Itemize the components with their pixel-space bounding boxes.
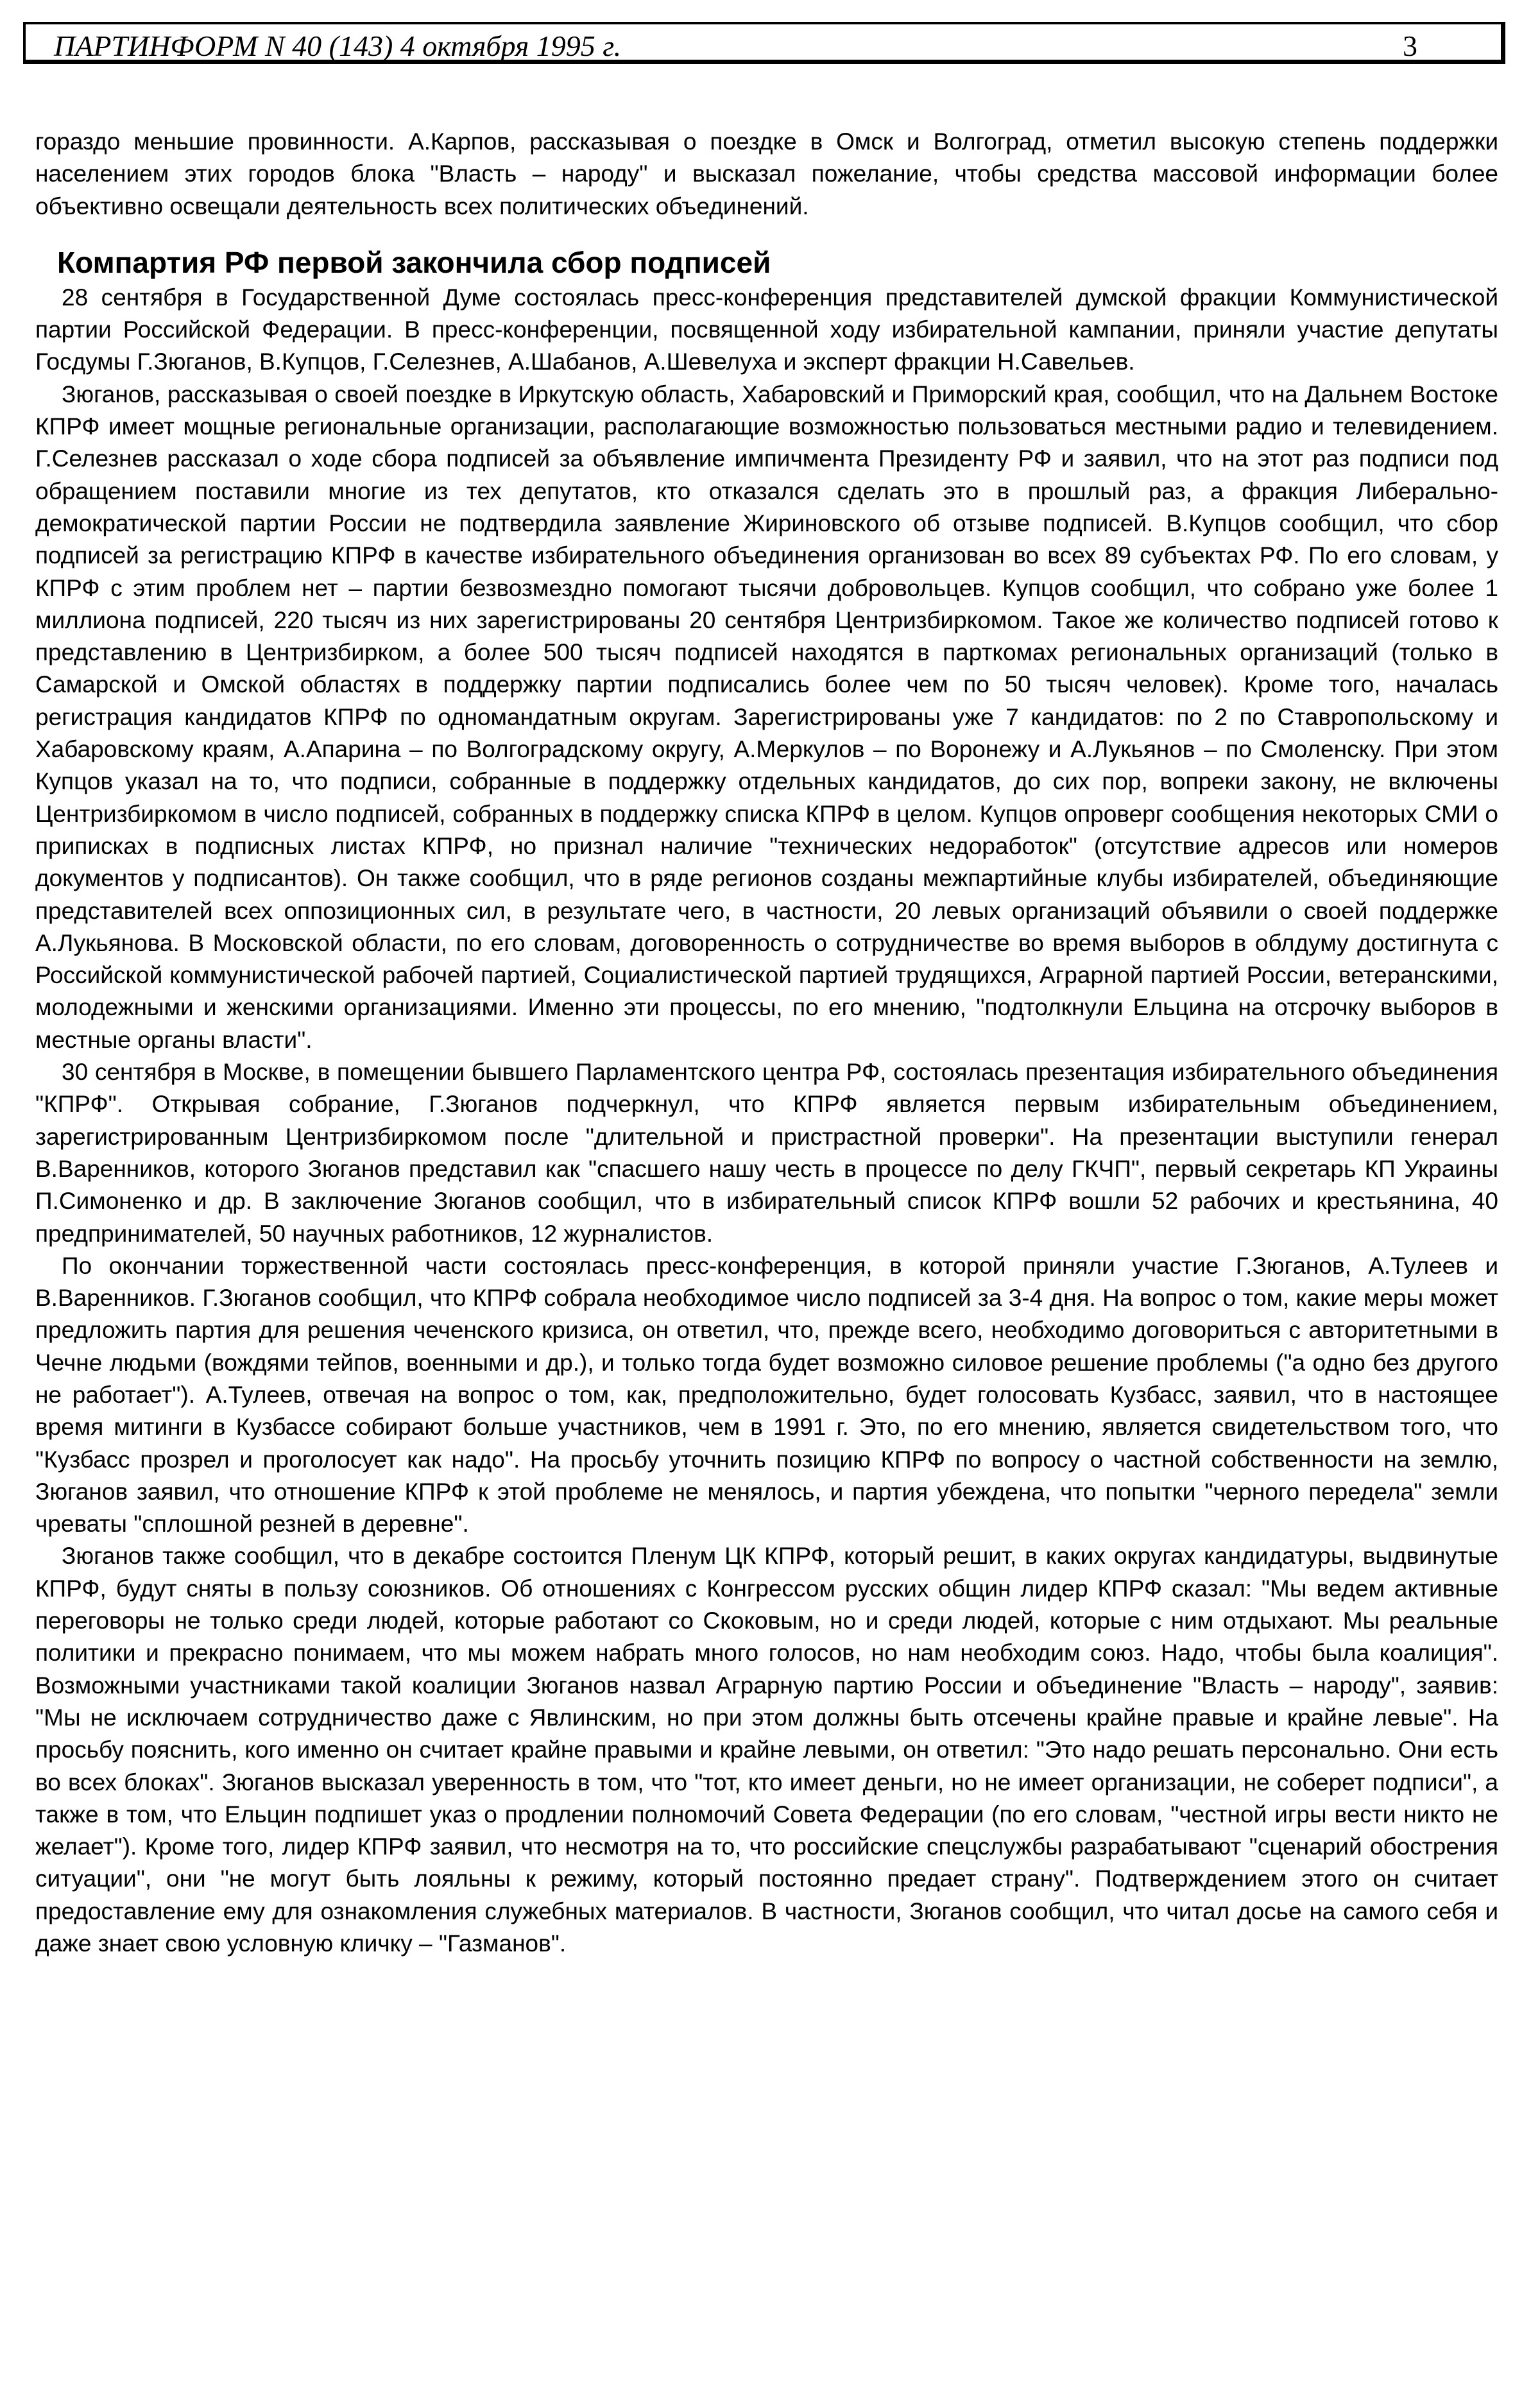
article-paragraph-4: По окончании торжественной части состоялась пресс-конференция, в которой приняли участие Г.Зюганов, А.Тулеев и В.Варенников. Г.Зюганов сообщил, что КПРФ собрала необходимое число подписей за 3-4 дня. На вопрос о том, какие меры может предложить партия для решения чеченского кризиса, он ответил, что, прежде всего, необходимо договориться с авторитетными в Чечне людьми (вождями тейпов, военными и др.), и только тогда будет возможно силовое решение проблемы ("а одно без другого не работает"). А.Тулеев, отвечая на вопрос о том, как, предположительно, будет голосовать Кузбасс, заявил, что в настоящее время митинги в Кузбассе собирают больше участников, чем в 1991 г. Это, по его мнению, является свидетельством того, что "Кузбасс прозрел и проголосует как надо". На просьбу уточнить позицию КПРФ по вопросу о частной собственности на землю, Зюганов заявил, что отношение КПРФ к этой проблеме не менялось, и партия убеждена, что попытки "черного передела" земли чреваты "сплошной резней в деревне".	[35, 1252, 1498, 1538]
intro-paragraph: гораздо меньшие провинности. А.Карпов, рассказывая о поездке в Омск и Волгоград, отметил высокую степень поддержки населением этих городов блока "Власть – народу" и высказал пожелание, чтобы средства массовой информации более объективно освещали деятельность всех политических объединений.	[35, 128, 1498, 219]
article-paragraph-1: 28 сентября в Государственной Думе состоялась пресс-конференция представителей думской фракции Коммунистической партии Российской Федерации. В пресс-конференции, посвященной ходу избирательной кампании, приняли участие депутаты Госдумы Г.Зюганов, В.Купцов, Г.Селезнев, А.Шабанов, А.Шевелуха и эксперт фракции Н.Савельев.	[35, 284, 1498, 375]
page-number: 3	[1403, 30, 1417, 62]
page-header	[23, 22, 1505, 64]
article-heading: Компартия РФ первой закончила сбор подписей	[57, 245, 771, 279]
article-body	[35, 126, 1498, 1960]
publication-title: ПАРТИНФОРМ N 40 (143) 4 октября 1995 г.	[54, 30, 622, 62]
article-paragraph-3: 30 сентября в Москве, в помещении бывшего Парламентского центра РФ, состоялась презентация избирательного объединения "КПРФ". Открывая собрание, Г.Зюганов подчеркнул, что КПРФ является первым избирательным объединением, зарегистрированным Центризбиркомом после "длительной и пристрастной проверки". На презентации выступили генерал В.Варенников, которого Зюганов представил как "спасшего нашу честь в процессе по делу ГКЧП", первый секретарь КП Украины П.Симоненко и др. В заключение Зюганов сообщил, что в избирательный список КПРФ вошли 52 рабочих и крестьянина, 40 предпринимателей, 50 научных работников, 12 журналистов.	[35, 1059, 1498, 1247]
article-paragraph-2: Зюганов, рассказывая о своей поездке в Иркутскую область, Хабаровский и Приморский края, сообщил, что на Дальнем Востоке КПРФ имеет мощные региональные организации, располагающие возможностью пользоваться местными радио и телевидением. Г.Селезнев рассказал о ходе сбора подписей за объявление импичмента Президенту РФ и заявил, что на этот раз подписи под обращением поставили многие из тех депутатов, кто отказался сделать это в прошлый раз, а фракция Либерально-демократической партии России не подтвердила заявление Жириновского об отзыве подписей. В.Купцов сообщил, что сбор подписей за регистрацию КПРФ в качестве избирательного объединения организован во всех 89 субъектах РФ. По его словам, у КПРФ с этим проблем нет – партии безвозмездно помогают тысячи добровольцев. Купцов сообщил, что собрано уже более 1 миллиона подписей, 220 тысяч из них зарегистрированы 20 сентября Центризбиркомом. Такое же количество подписей готово к представлению в Центризбирком, а более 500 тысяч подписей находятся в парткомах региональных организаций (только в Самарской и Омской областях в поддержку партии подписались более чем по 50 тысяч человек). Кроме того, началась регистрация кандидатов КПРФ по одномандатным округам. Зарегистрированы уже 7 кандидатов: по 2 по Ставропольскому и Хабаровскому краям, А.Апарина – по Волгоградскому округу, А.Меркулов – по Воронежу и А.Лукьянов – по Смоленску. При этом Купцов указал на то, что подписи, собранные в поддержку отдельных кандидатов, до сих пор, вопреки закону, не включены Центризбиркомом в число подписей, собранных в поддержку списка КПРФ в целом. Купцов опроверг сообщения некоторых СМИ о приписках в подписных листах КПРФ, но признал наличие "технических недоработок" (отсутствие адресов или номеров документов у подписантов). Он также сообщил, что в ряде регионов созданы межпартийные клубы избирателей, объединяющие представителей всех оппозиционных сил, в результате чего, в частности, 20 левых организаций объявили о своей поддержке А.Лукьянова. В Московской области, по его словам, договоренность о сотрудничестве во время выборов в облдуму достигнута с Российской коммунистической рабочей партией, Социалистической партией трудящихся, Аграрной партией России, ветеранскими, молодежными и женскими организациями. Именно эти процессы, по его мнению, "подтолкнули Ельцина на отсрочку выборов в местные органы власти".	[35, 381, 1498, 1053]
article-paragraph-5: Зюганов также сообщил, что в декабре состоится Пленум ЦК КПРФ, который решит, в каких округах кандидатуры, выдвинутые КПРФ, будут сняты в пользу союзников. Об отношениях с Конгрессом русских общин лидер КПРФ сказал: "Мы ведем активные переговоры не только среди людей, которые работают со Скоковым, но и среди людей, которые с ним отдыхают. Мы реальные политики и прекрасно понимаем, что мы можем набрать много голосов, но нам необходим союз. Надо, чтобы была коалиция". Возможными участниками такой коалиции Зюганов назвал Аграрную партию России и объединение "Власть – народу", заявив: "Мы не исключаем сотрудничество даже с Явлинским, но при этом должны быть отсечены крайне правые и крайне левые". На просьбу пояснить, кого именно он считает крайне правыми и крайне левыми, он ответил: "Это надо решать персонально. Они есть во всех блоках". Зюганов высказал уверенность в том, что "тот, кто имеет деньги, но не имеет организации, не соберет подписи", а также в том, что Ельцин подпишет указ о продлении полномочий Совета Федерации (по его словам, "честной игры вести никто не желает"). Кроме того, лидер КПРФ заявил, что несмотря на то, что российские спецслужбы разрабатывают "сценарий обострения ситуации", они "не могут быть лояльны к режиму, который постоянно предает страну". Подтверждением этого он считает предоставление ему для ознакомления служебных материалов. В частности, Зюганов сообщил, что читал досье на самого себя и даже знает свою условную кличку – "Газманов".	[35, 1543, 1498, 1957]
